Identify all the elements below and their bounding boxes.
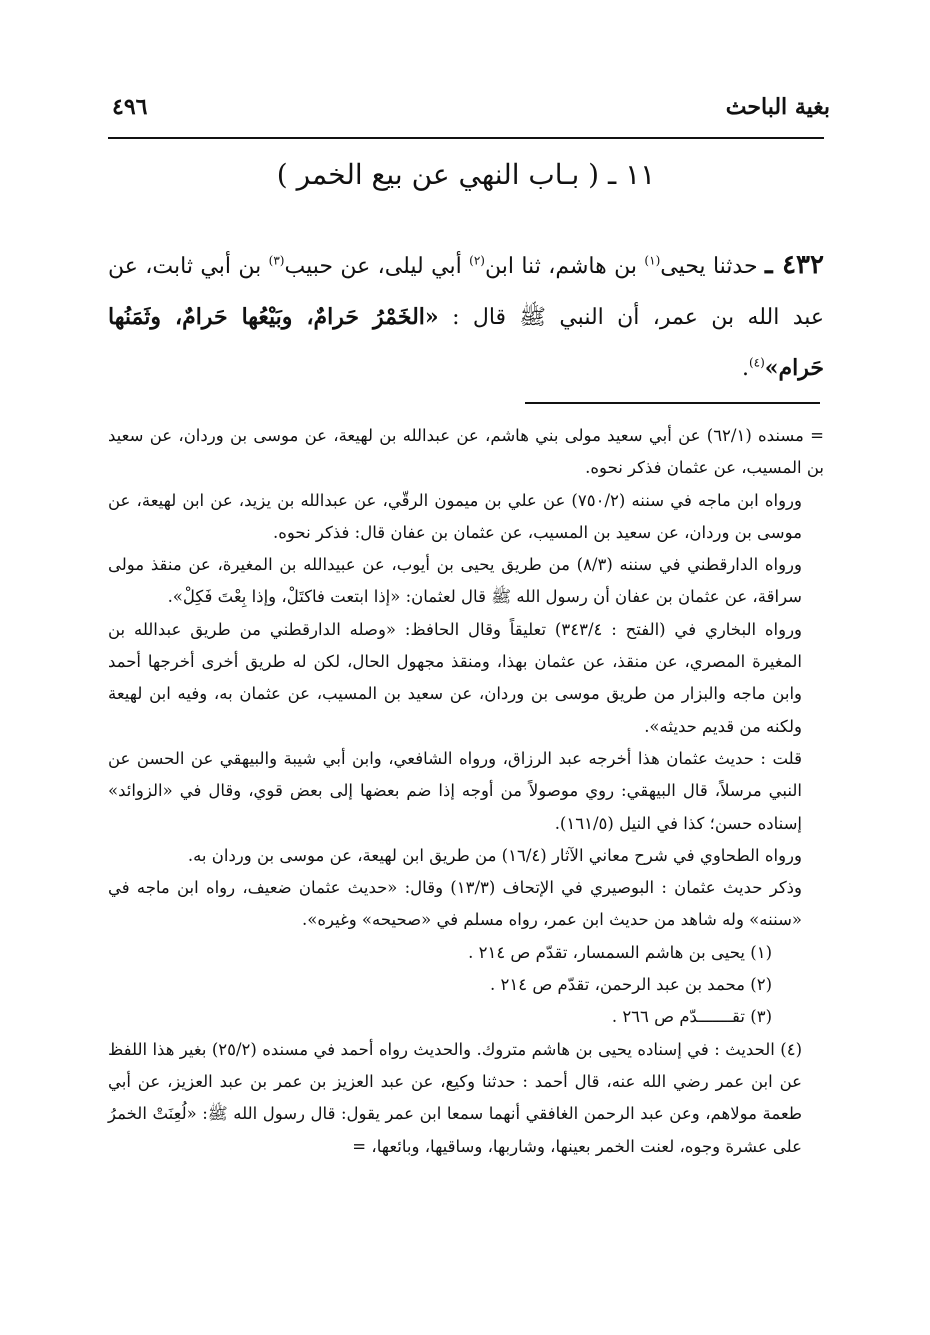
page-number: ٤٩٦ [112, 94, 148, 120]
chapter-heading: ١١ ـ ( بـاب النهي عن بيع الخمر ) [276, 158, 656, 191]
footnote-4: (٤) الحديث : في إسناده يحيى بن هاشم متروك. والحديث رواه أحمد في مسنده (٢٥/٢) بغير هذا اللفظ عن ابن عمر رضي الله عنه، قال أحمد : حدثنا وكيع، عن عبد العزيز بن عمر بن عبد العزيز، عن أبي طعمة مولاهم، وعن عبد الرحمن الغافقي أنهما سمعا ابن عمر يقول: قال رسول الله ﷺ: «لُعِنَتْ الخمرُ على عشرة وجوه، لعنت الخمر بعينها، وشاربها، وساقيها، وبائعها، = [108, 1039, 802, 1156]
hadith-end: . [741, 356, 749, 381]
footnote-paragraph: ورواه البخاري في (الفتح : ٣٤٣/٤) تعليقاً وقال الحافظ: «وصله الدارقطني من طريق عبدالله بن المغيرة المصري، عن منقذ، عن عثمان بهذا، ومنقذ مجهول الحال، لكن له طريق أخرى أخرجها أحمد وابن ماجه والبزار من طريق موسى بن وردان، عن سعيد بن المسيب، عن عثمان به، وفيه ابن لهيعة ولكنه من قديم حديثه». [108, 619, 803, 736]
footnote-ref: (١) [644, 253, 661, 268]
hadith-text-part: بن أبي ثابت، عن عبد الله بن عمر، أن النبي ﷺ قال : [108, 254, 825, 330]
footnote-3: (٣) تقـــــــدّم ص ٢٦٦ . [611, 1007, 772, 1027]
prophetic-quote: «الخَمْرُ حَرامٌ، وبَيْعُها حَرامٌ، وثَمَنُها حَرام» [108, 304, 824, 381]
footnote-ref: (٤) [748, 355, 765, 370]
footnote-ref: (٢) [469, 253, 485, 268]
footnote-1: (١) يحيى بن هاشم السمسار، تقدّم ص ٢١٤ . [468, 942, 772, 962]
hadith-text [108, 240, 824, 394]
footnote-2: (٢) محمد بن عبد الرحمن، تقدّم ص ٢١٤ . [490, 975, 772, 995]
footnotes [108, 420, 824, 1163]
footnote-paragraph: ورواه ابن ماجه في سننه (٧٥٠/٢) عن علي بن ميمون الرقّي، عن عبدالله بن يزيد، عن ابن لهيعة، عن موسى بن وردان، عن سعيد بن المسيب، عن عثمان بن عفان قال: فذكر نحوه. [108, 490, 802, 542]
hadith-text-part: بن هاشم، ثنا ابن [484, 254, 637, 279]
footnote-ref: (٣) [268, 253, 285, 268]
footnote-paragraph: ورواه الطحاوي في شرح معاني الآثار (١٦/٤) من طريق ابن لهيعة، عن موسى بن وردان به. [187, 845, 802, 865]
header-divider [108, 137, 824, 139]
footnote-paragraph: وذكر حديث عثمان : البوصيري في الإتحاف (١٣/٣) وقال: «حديث عثمان ضعيف، رواه ابن ماجه في «سننه» وله شاهد من حديث ابن عمر، رواه مسلم في «صحيحه» وغيره». [108, 878, 802, 930]
footnote-divider [525, 402, 820, 404]
hadith-number: ٤٣٢ ـ [765, 250, 824, 280]
footnote-paragraph: ورواه الدارقطني في سننه (٨/٣) من طريق يحيى بن أيوب، عن عبيدالله بن المغيرة، عن منقذ مولى سراقة، عن عثمان بن عفان أن رسول الله ﷺ قال لعثمان: «إذا ابتعت فاكتَلْ، وإذا بِعْتَ فَكِلْ». [108, 555, 802, 607]
hadith-text-part: حدثنا يحيى [660, 254, 758, 279]
footnote-paragraph: = مسنده (٦٢/١) عن أبي سعيد مولى بني هاشم، عن عبدالله بن لهيعة، عن موسى بن وردان، عن سعيد بن المسيب، عن عثمان فذكر نحوه. [108, 426, 824, 478]
hadith-text-part: أبي ليلى، عن حبيب [284, 254, 462, 279]
footnote-paragraph: قلت : حديث عثمان هذا أخرجه عبد الرزاق، ورواه الشافعي، وابن أبي شيبة والبيهقي عن الحسن عن النبي مرسلاً، قال البيهقي: روي موصولاً من أوجه إذا ضم بعضها إلى بعض قوي، وقال في «الزوائد» إسناده حسن؛ كذا في النيل (١٦١/٥). [108, 748, 802, 833]
running-title: بغية الباحث [725, 94, 830, 120]
